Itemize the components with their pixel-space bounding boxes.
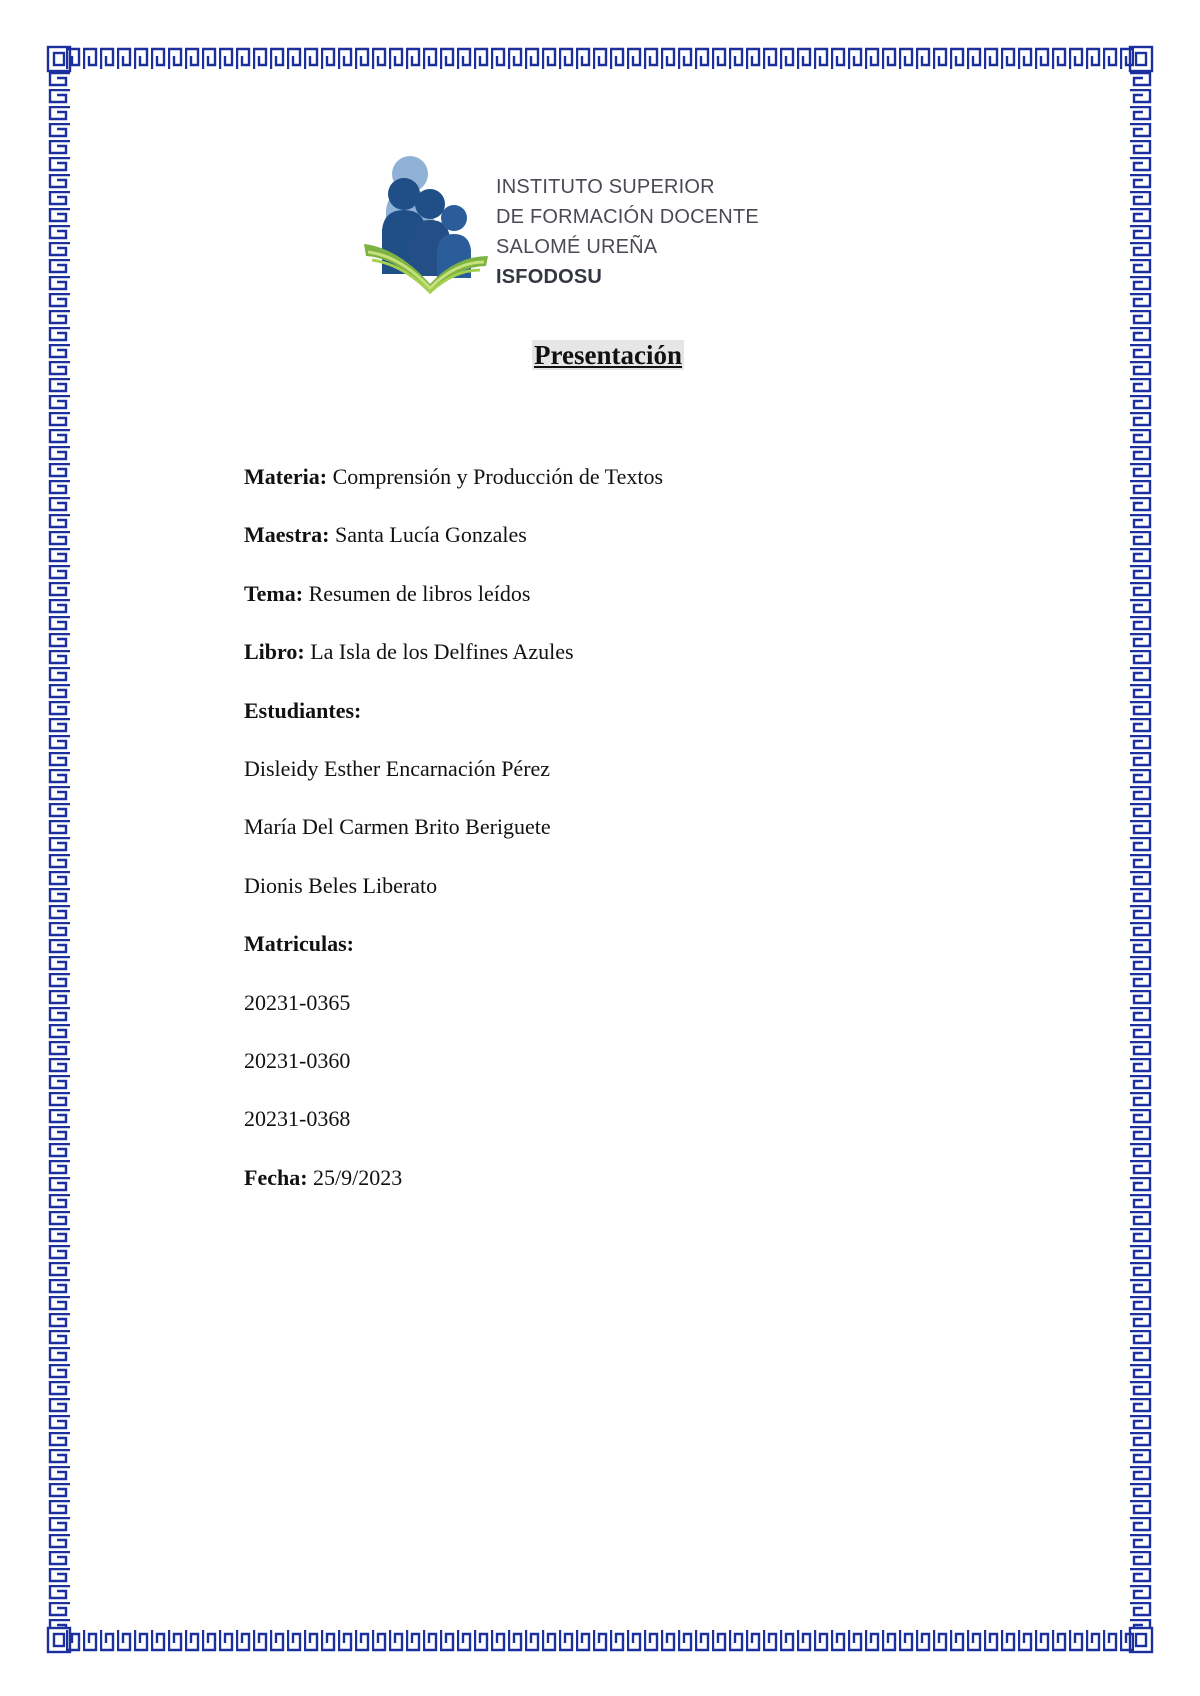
libro-label: Libro:: [244, 639, 305, 665]
libro-value: La Isla de los Delfines Azules: [310, 639, 574, 665]
cover-details: [244, 462, 1104, 1221]
institution-logo: [364, 152, 764, 300]
isfodosu-emblem-icon: [364, 152, 490, 300]
matricula-number: 20231-0360: [244, 1047, 351, 1073]
maestra-label: Maestra:: [244, 522, 330, 548]
logo-line-2: DE FORMACIÓN DOCENTE: [496, 206, 759, 228]
libro-line: [244, 637, 1104, 695]
fecha-label: Fecha:: [244, 1164, 308, 1190]
student-name: María Del Carmen Brito Beriguete: [244, 814, 551, 840]
tema-label: Tema:: [244, 580, 304, 606]
fecha-value: 25/9/2023: [313, 1164, 403, 1190]
materia-label: Materia:: [244, 464, 328, 489]
logo-line-3: SALOMÉ UREÑA: [496, 236, 658, 258]
matricula-number: 20231-0365: [244, 989, 351, 1015]
student-name: Dionis Beles Liberato: [244, 872, 438, 898]
tema-value: Resumen de libros leídos: [308, 580, 531, 606]
estudiantes-line: [244, 696, 1104, 754]
matriculas-label: Matriculas:: [244, 931, 354, 957]
logo-wordmark: [496, 172, 759, 292]
estudiantes-label: Estudiantes:: [244, 697, 362, 723]
maestra-value: Santa Lucía Gonzales: [335, 522, 527, 548]
materia-value: Comprensión y Producción de Textos: [332, 464, 664, 489]
materia-line: [244, 462, 1104, 520]
title-text: Presentación: [534, 340, 682, 370]
logo-acronym: ISFODOSU: [496, 266, 603, 288]
maestra-line: [244, 520, 1104, 578]
fecha-line: [244, 1163, 1104, 1221]
matricula-number: 20231-0368: [244, 1106, 351, 1132]
matriculas-line: [244, 929, 1104, 987]
logo-line-1: INSTITUTO SUPERIOR: [496, 176, 715, 198]
tema-line: [244, 579, 1104, 637]
page-title: [0, 340, 1200, 371]
student-name: Disleidy Esther Encarnación Pérez: [244, 755, 551, 781]
